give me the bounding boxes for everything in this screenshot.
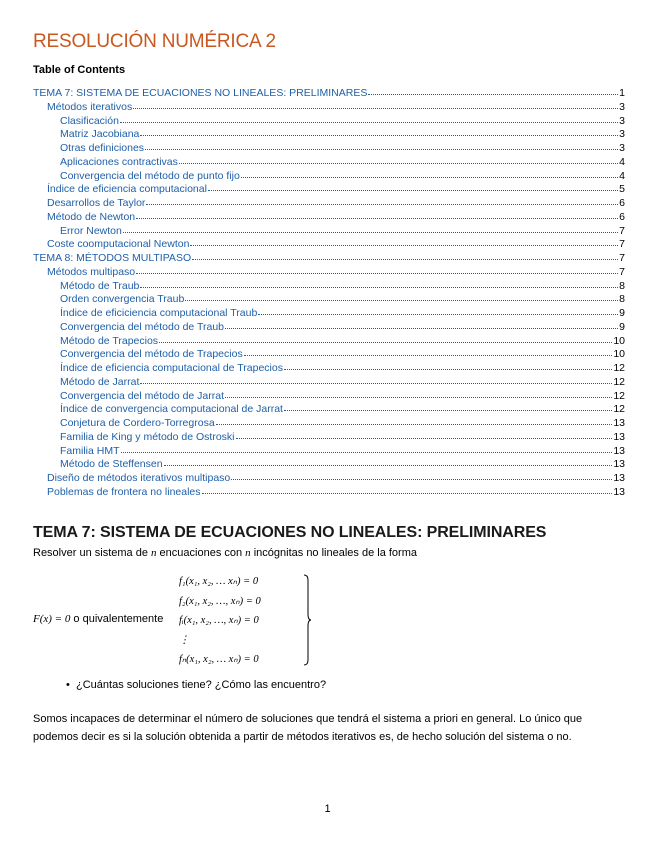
toc-entry-page: 13 — [613, 485, 625, 498]
toc-entry[interactable] — [33, 86, 625, 100]
toc-entry-page: 10 — [613, 334, 625, 347]
toc-entry-label: Índice de eficiencia computacional de Trapecios — [60, 362, 283, 374]
toc-entry-page: 13 — [613, 430, 625, 443]
toc-leader-dots — [179, 154, 618, 164]
table-of-contents — [33, 86, 625, 499]
bullet-item — [66, 679, 326, 691]
bullet-text: ¿Cuántas soluciones tiene? ¿Cómo las encuentro? — [76, 679, 327, 691]
toc-entry-page: 12 — [613, 389, 625, 402]
toc-entry-label: Otras definiciones — [60, 142, 145, 154]
toc-entry[interactable] — [33, 141, 625, 155]
toc-entry-label: Índice de eficiencia computacional — [47, 183, 207, 196]
body-paragraph: Somos incapaces de determinar el número de soluciones que tendrá el sistema a priori en general. Lo único que podemos decir es si la solución obtenida a partir de métodos iterativos es, de hecho solución del sistema o no. — [33, 713, 583, 743]
toc-entry[interactable] — [33, 114, 625, 128]
toc-entry-label: Métodos iterativos — [47, 100, 133, 113]
fx-expression — [33, 613, 163, 625]
toc-entry-label: Poblemas de frontera no lineales — [47, 485, 201, 498]
toc-entry-label: Error Newton — [60, 224, 122, 237]
toc-entry[interactable] — [33, 361, 625, 375]
page-number: 1 — [324, 803, 331, 815]
toc-entry[interactable] — [33, 251, 625, 265]
toc-leader-dots — [241, 168, 618, 178]
intro-paragraph — [33, 547, 417, 559]
toc-entry-page: 13 — [613, 472, 625, 484]
toc-entry-page: 3 — [619, 114, 625, 127]
toc-entry-page: 9 — [619, 320, 625, 333]
toc-entry[interactable] — [33, 169, 625, 183]
toc-entry-page: 3 — [619, 128, 625, 141]
toc-entry-page: 9 — [619, 307, 625, 319]
toc-leader-dots — [136, 264, 618, 274]
toc-leader-dots — [164, 456, 613, 466]
toc-entry-label: Método de Steffensen — [60, 458, 163, 471]
equation-line: f₁(x₁, x₂, … xₙ) = 0 — [179, 576, 259, 587]
toc-entry[interactable] — [33, 155, 625, 169]
toc-entry-label: Convergencia del método de punto fijo — [60, 169, 240, 182]
toc-entry[interactable] — [33, 100, 625, 114]
toc-entry-label: Familia de King y método de Ostroski — [60, 430, 235, 443]
toc-entry[interactable] — [33, 485, 625, 499]
toc-entry-label: Método de Newton — [47, 210, 136, 223]
toc-entry[interactable] — [33, 182, 625, 196]
toc-entry-page: 6 — [619, 210, 625, 223]
toc-entry[interactable] — [33, 457, 625, 471]
document-title: RESOLUCIÓN NUMÉRICA 2 — [33, 31, 276, 52]
toc-leader-dots — [368, 85, 618, 95]
toc-leader-dots — [140, 126, 618, 136]
toc-entry-page: 3 — [619, 100, 625, 113]
toc-entry-label: Familia HMT — [60, 444, 120, 457]
toc-leader-dots — [231, 470, 612, 480]
toc-entry-page: 6 — [619, 197, 625, 209]
toc-entry[interactable] — [33, 265, 625, 279]
toc-leader-dots — [146, 195, 618, 205]
intro-text-c: incógnitas no lineales de la forma — [250, 547, 417, 559]
equation-line: f₂(x₁, x₂, …, xₙ) = 0 — [179, 595, 261, 607]
toc-entry-label: Aplicaciones contractivas — [60, 155, 178, 168]
toc-entry[interactable] — [33, 402, 625, 416]
toc-entry[interactable] — [33, 292, 625, 306]
toc-entry[interactable] — [33, 416, 625, 430]
toc-leader-dots — [120, 113, 618, 123]
toc-entry-label: Orden convergencia Traub — [60, 293, 185, 306]
fx-formula: F(x) = 0 — [33, 613, 71, 625]
toc-entry[interactable] — [33, 127, 625, 141]
right-brace — [303, 574, 311, 666]
bullet-icon: • — [66, 679, 70, 691]
toc-entry[interactable] — [33, 224, 625, 238]
toc-leader-dots — [244, 346, 613, 356]
toc-leader-dots — [136, 209, 618, 219]
toc-entry[interactable] — [33, 210, 625, 224]
toc-entry-page: 13 — [613, 417, 625, 429]
toc-entry-page: 1 — [619, 87, 625, 99]
toc-entry[interactable] — [33, 471, 625, 485]
toc-entry-page: 12 — [613, 375, 625, 388]
toc-entry-label: Método de Jarrat — [60, 375, 140, 388]
toc-leader-dots — [145, 140, 618, 150]
toc-entry[interactable] — [33, 306, 625, 320]
toc-entry-page: 13 — [613, 444, 625, 457]
toc-leader-dots — [159, 333, 612, 343]
toc-leader-dots — [123, 223, 618, 233]
toc-entry[interactable] — [33, 430, 625, 444]
toc-entry[interactable] — [33, 279, 625, 293]
toc-leader-dots — [190, 236, 618, 246]
intro-text-b: encuaciones con — [156, 547, 246, 559]
toc-entry[interactable] — [33, 375, 625, 389]
toc-leader-dots — [258, 305, 618, 315]
toc-leader-dots — [202, 484, 613, 494]
toc-leader-dots — [208, 181, 618, 191]
intro-var-n1: n — [151, 547, 157, 559]
toc-entry-label: TEMA 7: SISTEMA DE ECUACIONES NO LINEALES: PRELIMINARES — [33, 87, 368, 99]
toc-entry-label: Método de Traub — [60, 279, 140, 292]
toc-leader-dots — [192, 250, 618, 260]
toc-entry-label: Convergencia del método de Trapecios — [60, 348, 243, 361]
toc-leader-dots — [133, 99, 618, 109]
toc-entry-page: 3 — [619, 142, 625, 154]
equation-line: fᵢ(x₁, x₂, …, xₙ) = 0 — [179, 615, 259, 626]
toc-entry-page: 12 — [613, 362, 625, 374]
toc-entry-label: Matriz Jacobiana — [60, 128, 140, 141]
toc-entry[interactable] — [33, 237, 625, 251]
equations-list — [179, 572, 299, 670]
toc-entry-page: 7 — [619, 265, 625, 278]
toc-leader-dots — [225, 319, 618, 329]
toc-entry-label: Método de Trapecios — [60, 334, 159, 347]
toc-leader-dots — [121, 443, 613, 453]
toc-leader-dots — [284, 401, 612, 411]
toc-entry-page: 4 — [619, 155, 625, 168]
toc-entry-label: TEMA 8: MÉTODOS MULTIPASO — [33, 252, 192, 264]
toc-entry-page: 7 — [619, 252, 625, 264]
toc-leader-dots — [140, 278, 618, 288]
toc-entry-page: 8 — [619, 293, 625, 306]
toc-entry-label: Índice de convergencia computacional de Jarrat — [60, 403, 283, 416]
toc-entry[interactable] — [33, 444, 625, 458]
equation-system — [33, 572, 433, 668]
section-heading: TEMA 7: SISTEMA DE ECUACIONES NO LINEALES: PRELIMINARES — [33, 524, 547, 541]
toc-entry-label: Desarrollos de Taylor — [47, 197, 146, 209]
toc-entry-page: 13 — [613, 458, 625, 471]
toc-entry-label: Convergencia del método de Traub — [60, 320, 225, 333]
toc-entry[interactable] — [33, 320, 625, 334]
toc-leader-dots — [216, 415, 613, 425]
toc-entry-label: Métodos multipaso — [47, 265, 136, 278]
intro-var-n2: n — [245, 547, 251, 559]
toc-entry-page: 8 — [619, 279, 625, 292]
toc-heading: Table of Contents — [33, 64, 126, 76]
intro-text-a: Resolver un sistema de — [33, 547, 151, 559]
toc-entry-label: Índice de eficiciencia computacional Traub — [60, 307, 258, 319]
toc-entry-label: Coste coomputacional Newton — [47, 238, 190, 251]
toc-entry[interactable] — [33, 196, 625, 210]
toc-leader-dots — [284, 360, 612, 370]
toc-entry-page: 4 — [619, 169, 625, 182]
toc-entry[interactable] — [33, 334, 625, 348]
toc-leader-dots — [225, 388, 612, 398]
equation-line: fₙ(x₁, x₂, … xₙ) = 0 — [179, 654, 259, 665]
toc-entry-page: 12 — [613, 403, 625, 416]
toc-entry-label: Conjetura de Cordero-Torregrosa — [60, 417, 215, 429]
toc-entry[interactable] — [33, 389, 625, 403]
toc-entry[interactable] — [33, 347, 625, 361]
toc-entry-page: 5 — [619, 183, 625, 196]
toc-leader-dots — [140, 374, 612, 384]
toc-entry-page: 7 — [619, 224, 625, 237]
toc-entry-label: Convergencia del método de Jarrat — [60, 389, 225, 402]
toc-leader-dots — [185, 291, 618, 301]
equation-line: ⋮ — [179, 634, 190, 646]
toc-entry-label: Clasificación — [60, 114, 119, 127]
toc-entry-label: Diseño de métodos iterativos multipaso — [47, 472, 231, 484]
fx-text: o quivalentemente — [70, 613, 164, 625]
toc-entry-page: 7 — [619, 238, 625, 251]
toc-entry-page: 10 — [613, 348, 625, 361]
toc-leader-dots — [236, 429, 613, 439]
